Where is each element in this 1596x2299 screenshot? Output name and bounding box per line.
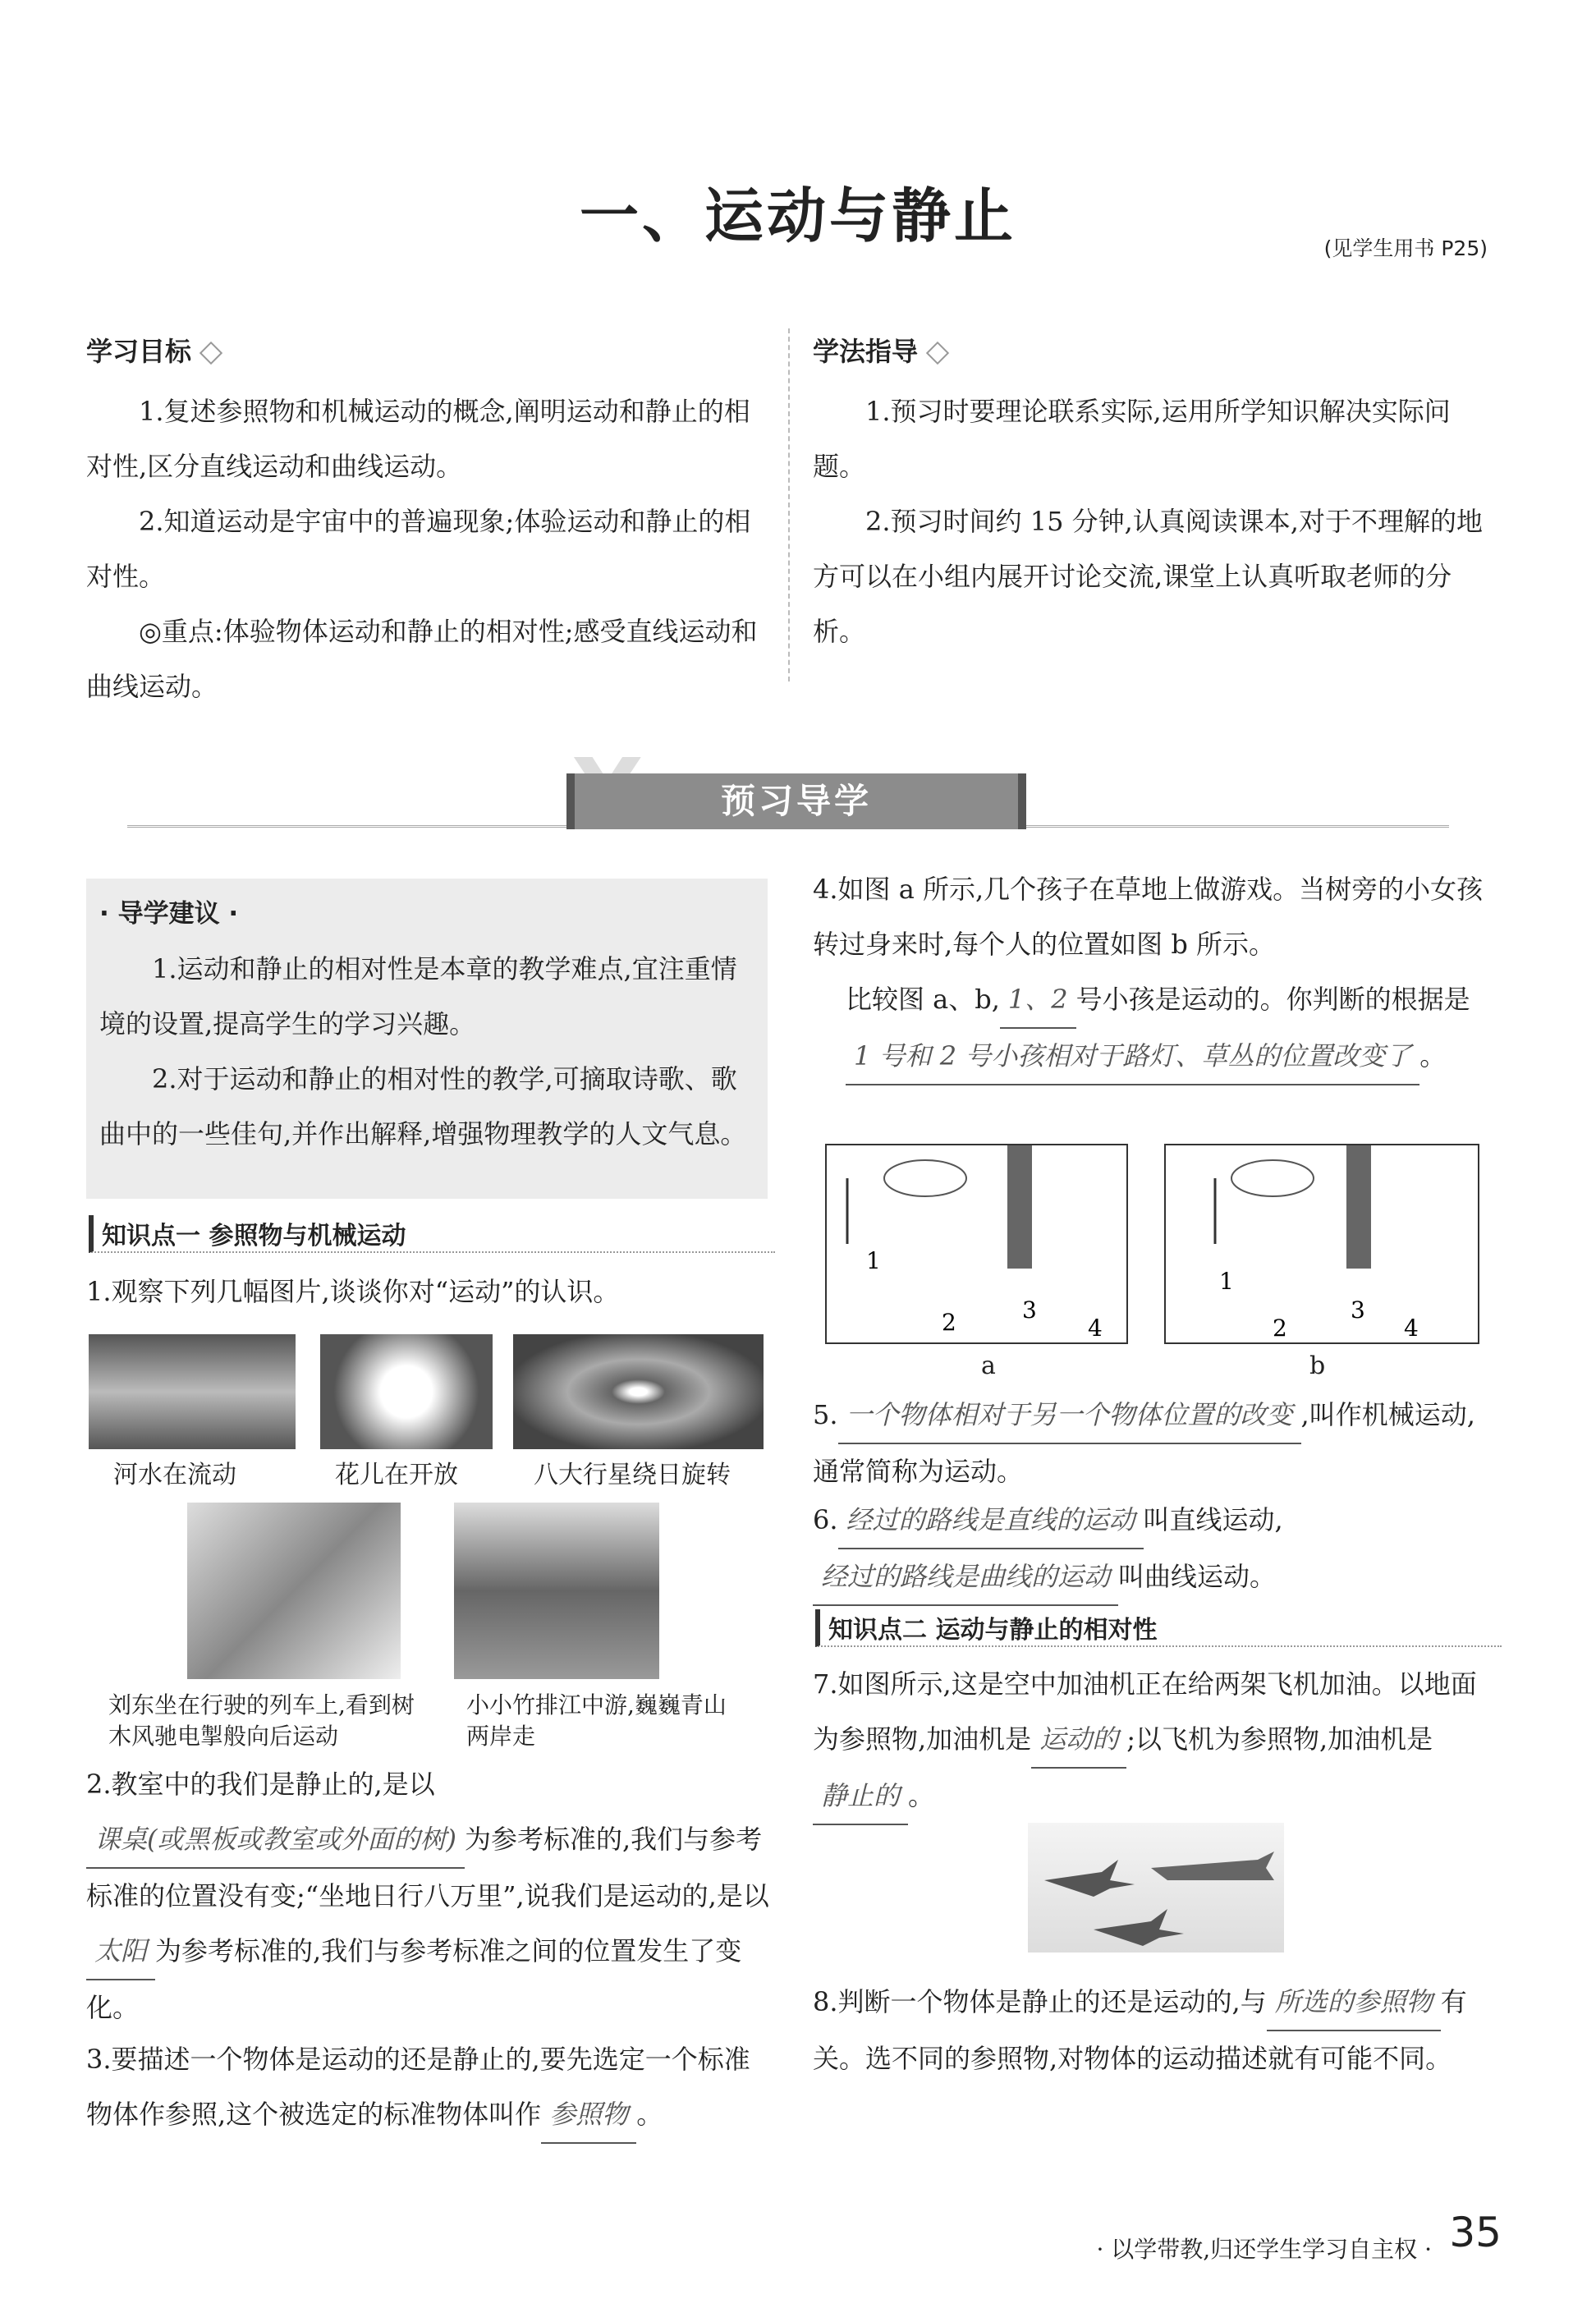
- knowledge-point-2-heading: 知识点二 运动与静止的相对性: [815, 1609, 1502, 1647]
- answer-blank[interactable]: 1、2: [1000, 972, 1076, 1029]
- page-title: 一、运动与静止: [579, 181, 1016, 250]
- fig-num: 4: [1088, 1315, 1103, 1342]
- answer-blank[interactable]: 1 号和 2 号小孩相对于路灯、草丛的位置改变了: [846, 1029, 1419, 1085]
- section-banner: 预习导学: [566, 773, 1026, 829]
- guide-heading: · 导学建议 ·: [99, 899, 239, 929]
- question-7: 7.如图所示,这是空中加油机正在给两架飞机加油。以地面为参照物,加油机是 运动的 ;以飞机为参照物,加油机是静止的 。: [813, 1657, 1498, 1825]
- method-heading: 学法指导: [813, 324, 1498, 379]
- answer-blank[interactable]: 课桌(或黑板或教室或外面的树): [86, 1812, 465, 1869]
- knowledge-point-1-heading: 知识点一 参照物与机械运动: [89, 1215, 775, 1253]
- figure-a: [825, 1144, 1128, 1344]
- question-6: 6. 经过的路线是直线的运动 叫直线运动,经过的路线是曲线的运动 叫曲线运动。: [813, 1493, 1498, 1606]
- caption-train: 刘东坐在行驶的列车上,看到树木风驰电掣般向后运动: [108, 1691, 415, 1750]
- answer-blank[interactable]: 运动的: [1031, 1712, 1126, 1769]
- river-image: [89, 1334, 296, 1449]
- method-item: 1.预习时要理论联系实际,运用所学知识解决实际问题。: [813, 396, 1451, 482]
- caption-planets: 八大行星绕日旋转: [534, 1461, 731, 1489]
- fig-num: 4: [1404, 1315, 1419, 1342]
- question-4: 4.如图 a 所示,几个孩子在草地上做游戏。当树旁的小女孩转过身来时,每个人的位置如图 b 所示。 比较图 a、b, 1、2 号小孩是运动的。你判断的根据是1 号和 2 号小孩相对于路灯、草丛的位置改变了 。: [813, 862, 1498, 1085]
- figure-label-a: a: [981, 1351, 996, 1380]
- caption-river: 河水在流动: [113, 1461, 236, 1489]
- method-item: 2.预习时间约 15 分钟,认真阅读课本,对于不理解的地方可以在小组内展开讨论交流,课堂上认真听取老师的分析。: [813, 506, 1483, 647]
- question-8: 8.判断一个物体是静止的还是运动的,与 所选的参照物 有关。选不同的参照物,对物体的运动描述就有可能不同。: [813, 1975, 1498, 2086]
- answer-blank[interactable]: 静止的: [813, 1769, 908, 1825]
- diamond-icon: [200, 342, 222, 365]
- guide-item: 1.运动和静止的相对性是本章的教学难点,宜注重情境的设置,提高学生的学习兴趣。: [99, 953, 737, 1039]
- page-number: 35: [1449, 2209, 1502, 2256]
- key-point: ◎重点:体验物体运动和静止的相对性;感受直线运动和曲线运动。: [86, 616, 758, 702]
- answer-blank[interactable]: 太阳: [86, 1924, 155, 1980]
- question-5: 5. 一个物体相对于另一个物体位置的改变 ,叫作机械运动,通常简称为运动。: [813, 1388, 1498, 1499]
- train-passenger-image: [187, 1503, 401, 1679]
- question-1: 1.观察下列几幅图片,谈谈你对“运动”的认识。: [86, 1276, 620, 1307]
- objectives-section: [86, 324, 768, 714]
- objectives-heading: 学习目标: [86, 324, 768, 379]
- method-section: [813, 324, 1498, 659]
- playground-scene-a: [827, 1145, 1126, 1342]
- planets-image: [513, 1334, 764, 1449]
- book-reference: (见学生用书 P25): [1323, 236, 1488, 260]
- figure-b: [1164, 1144, 1479, 1344]
- refueling-aircraft-image: [1028, 1823, 1284, 1953]
- fig-num: 2: [1273, 1315, 1287, 1342]
- objective-item: 2.知道运动是宇宙中的普遍现象;体验运动和静止的相对性。: [86, 506, 751, 592]
- answer-blank[interactable]: 经过的路线是曲线的运动: [813, 1549, 1118, 1606]
- fig-num: 3: [1022, 1296, 1037, 1324]
- answer-blank[interactable]: 经过的路线是直线的运动: [838, 1493, 1144, 1549]
- question-3: 3.要描述一个物体是运动的还是静止的,要先选定一个标准物体作参照,这个被选定的标准物体叫作 参照物 。: [86, 2032, 772, 2144]
- fig-num: 3: [1351, 1296, 1365, 1324]
- caption-raft: 小小竹排江中游,巍巍青山两岸走: [466, 1691, 727, 1750]
- fig-num: 1: [866, 1247, 881, 1274]
- figure-label-b: b: [1309, 1351, 1326, 1380]
- answer-blank[interactable]: 一个物体相对于另一个物体位置的改变: [838, 1388, 1301, 1444]
- caption-flower: 花儿在开放: [335, 1461, 458, 1489]
- objective-item: 1.复述参照物和机械运动的概念,阐明运动和静止的相对性,区分直线运动和曲线运动。: [86, 396, 750, 482]
- footer-slogan: · 以学带教,归还学生学习自主权 ·: [1096, 2236, 1432, 2263]
- column-divider: [788, 328, 790, 681]
- question-2: 2.教室中的我们是静止的,是以课桌(或黑板或教室或外面的树) 为参考标准的,我们与参考标准的位置没有变;“坐地日行八万里”,说我们是运动的,是以太阳 为参考标准的,我们与参考标准之间的位置发生了变化。: [86, 1769, 769, 2023]
- flower-image: [320, 1334, 493, 1449]
- playground-scene-b: [1166, 1145, 1478, 1342]
- bamboo-raft-image: [454, 1503, 659, 1679]
- fig-num: 1: [1219, 1268, 1234, 1295]
- guide-box: [86, 879, 768, 1199]
- guide-item: 2.对于运动和静止的相对性的教学,可摘取诗歌、歌曲中的一些佳句,并作出解释,增强物理教学的人文气息。: [99, 1063, 747, 1150]
- answer-blank[interactable]: 所选的参照物: [1267, 1975, 1441, 2031]
- diamond-icon: [926, 342, 949, 365]
- fig-num: 2: [942, 1309, 956, 1336]
- answer-blank[interactable]: 参照物: [541, 2087, 636, 2144]
